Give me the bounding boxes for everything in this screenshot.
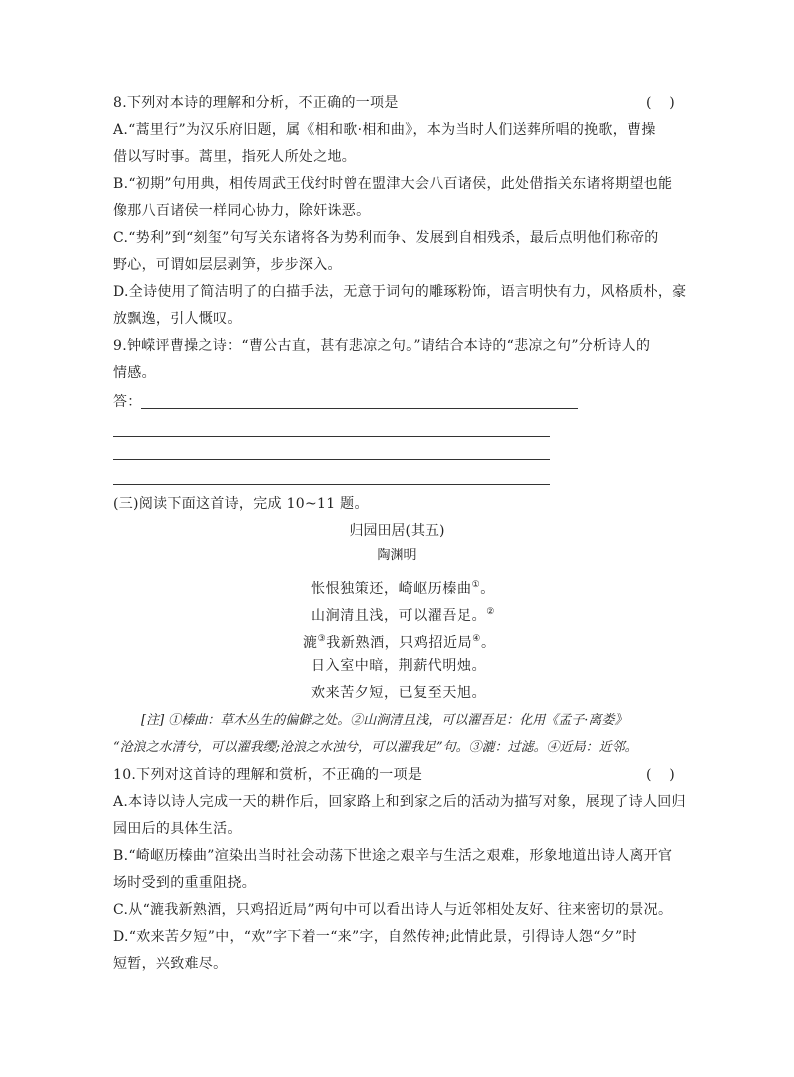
answer-line-3[interactable] [113, 459, 550, 460]
answer-line-1[interactable] [141, 408, 578, 409]
note-mark-3: ③ [317, 634, 327, 644]
notes-line-2: “沧浪之水清兮，可以濯我缨;沧浪之水浊兮，可以濯我足”句。③漉：过滤。④近局：近邻。 [113, 740, 638, 755]
poem-line-1 [311, 575, 495, 599]
poem-line-4: 日入室中暗，荆薪代明烛。 [311, 658, 487, 674]
answer-line-4[interactable] [113, 484, 550, 485]
q8-option-c-line1: C.“势利”到“刻玺”句写关东诸将各为势利而争、发展到自相残杀，最后点明他们称帝的 [113, 230, 659, 246]
q10-option-c: C.从“漉我新熟酒，只鸡招近局”两句中可以看出诗人与近邻相处友好、往来密切的景况。 [113, 902, 673, 918]
q10-option-d-line1: D.“欢来苦夕短”中，“欢”字下着一“来”字，自然传神;此情此景，引得诗人怨“夕”时 [113, 929, 637, 945]
poem-title: 归园田居(其五) [349, 523, 445, 539]
q8-option-a-line1: A.“蒿里行”为汉乐府旧题，属《相和歌·相和曲》，本为当时人们送葬所唱的挽歌，曹操 [113, 122, 656, 138]
note-mark-1: ① [471, 580, 481, 590]
q8-option-b-line2: 像那八百诸侯一样同心协力，除奸诛恶。 [113, 203, 371, 219]
poem-line-3-text: 我新熟酒，只鸡招近局 [326, 635, 473, 651]
q8-option-d-line1: D.全诗使用了简洁明了的白描手法，无意于词句的雕琢粉饰，语言明快有力，风格质朴，豪 [113, 284, 687, 300]
q10-option-b-line1: B.“崎岖历榛曲”渲染出当时社会动荡下世途之艰辛与生活之艰难，形象地道出诗人离开官 [113, 848, 673, 864]
poem-line-1-text: 怅恨独策还，崎岖历榛曲 [311, 581, 472, 597]
q8-option-b-line1: B.“初期”句用典，相传周武王伐纣时曾在盟津大会八百诸侯，此处借指关东诸将期望也能 [113, 176, 673, 192]
note-mark-2: ② [486, 607, 495, 617]
q9-stem-line2: 情感。 [113, 365, 156, 381]
q10-answer-paren[interactable]: ( ) [646, 767, 675, 783]
q8-option-c-line2: 野心，可谓如层层剥笋，步步深入。 [113, 257, 342, 273]
poem-line-1-tail: 。 [480, 581, 495, 597]
poem-line-2-text: 山涧清且浅，可以濯吾足。 [311, 608, 487, 624]
q8-option-a-line2: 借以写时事。蒿里，指死人所处之地。 [113, 149, 357, 165]
poem-line-5: 欢来苦夕短，已复至天旭。 [311, 685, 487, 701]
q9-answer-label: 答： [113, 394, 142, 410]
q10-option-b-line2: 场时受到的重重阻挠。 [113, 875, 256, 891]
poem-author: 陶渊明 [377, 548, 417, 563]
poem-line-3-tail: 。 [480, 635, 496, 651]
answer-line-2[interactable] [113, 436, 550, 437]
section3-intro: (三)阅读下面这首诗，完成 10~11 题。 [113, 496, 369, 512]
poem-line-3 [303, 629, 496, 653]
notes-line-1: [注] ①榛曲：草木丛生的偏僻之处。②山涧清且浅，可以濯吾足：化用《孟子·离娄》 [141, 713, 628, 728]
q10-stem: 10.下列对这首诗的理解和赏析，不正确的一项是 [113, 767, 423, 783]
note-mark-4: ④ [472, 634, 481, 644]
q10-option-a-line2: 园田后的具体生活。 [113, 821, 242, 837]
q10-option-a-line1: A.本诗以诗人完成一天的耕作后，回家路上和到家之后的活动为描写对象，展现了诗人回归 [113, 794, 686, 810]
q9-stem-line1: 9.钟嵘评曹操之诗：“曹公古直，甚有悲凉之句。”请结合本诗的“悲凉之句”分析诗人的 [113, 338, 651, 354]
q8-answer-paren[interactable]: ( ) [646, 95, 675, 111]
poem-line-3-head: 漉 [303, 635, 318, 651]
q10-option-d-line2: 短暂，兴致难尽。 [113, 956, 228, 972]
q8-option-d-line2: 放飘逸，引人慨叹。 [113, 311, 242, 327]
q8-stem: 8.下列对本诗的理解和分析，不正确的一项是 [113, 95, 399, 111]
poem-line-2 [311, 602, 495, 626]
